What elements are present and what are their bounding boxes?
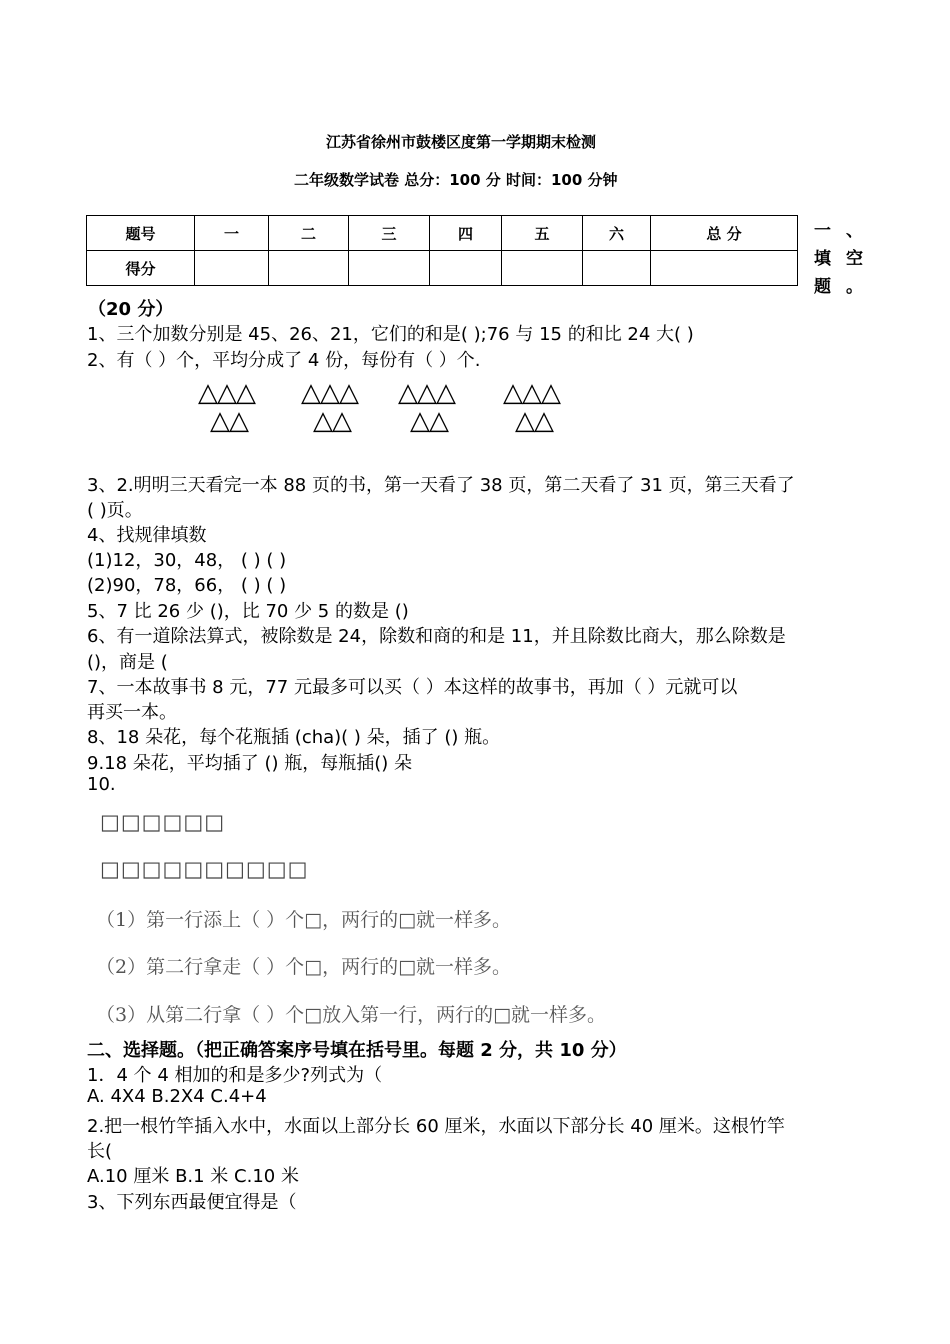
question-line: 10. (87, 774, 116, 795)
question-line: 5、7 比 26 少 ()，比 70 少 5 的数是 () (87, 601, 409, 622)
question-line: 7、一本故事书 8 元，77 元最多可以买（ ）本这样的故事书，再加（ ）元就可以 (87, 677, 738, 698)
section1-title-char: 一 (814, 221, 831, 241)
question-line: 2.把一根竹竿插入水中，水面以上部分长 60 厘米，水面以下部分长 40 厘米。这根竹竿 (87, 1116, 785, 1137)
triangle-group-top: △△△ (301, 378, 358, 408)
question-line: 3、2.明明三天看完一本 88 页的书，第一天看了 38 页，第二天看了 31 页，第三天看了 (87, 475, 795, 496)
score-table-cell: 一 (195, 216, 269, 251)
score-table-cell: 得分 (87, 251, 195, 286)
triangle-group-bottom: △△ (410, 406, 448, 436)
score-table-cell: 三 (349, 216, 430, 251)
score-input-cell[interactable] (195, 251, 269, 286)
question-line: 3、下列东西最便宜得是（ (87, 1192, 297, 1213)
question-line: 8、18 朵花，每个花瓶插 (cha)( ) 朵，插了 () 瓶。 (87, 727, 501, 748)
score-table-header-row (87, 216, 798, 251)
triangle-group-top: △△△ (398, 378, 455, 408)
triangle-group-top: △△△ (503, 378, 560, 408)
answer-options: A.10 厘米 B.1 米 C.10 米 (87, 1166, 299, 1187)
question-line: 1．4 个 4 相加的和是多少?列式为（ (87, 1065, 383, 1086)
score-input-cell[interactable] (583, 251, 651, 286)
section1-title-char: 题 (814, 277, 831, 297)
score-table-cell: 五 (502, 216, 583, 251)
q10-part: （2）第二行拿走（ ）个□，两行的□就一样多。 (96, 956, 512, 978)
section1-points: （20 分） (88, 299, 174, 320)
score-input-cell[interactable] (502, 251, 583, 286)
triangle-group-bottom: △△ (313, 406, 351, 436)
score-input-cell[interactable] (430, 251, 502, 286)
score-table-cell: 四 (430, 216, 502, 251)
triangle-group-top: △△△ (198, 378, 255, 408)
question-line: (1)12，30，48， ( ) ( ) (87, 550, 287, 571)
section1-title-char: 填 (814, 249, 831, 269)
score-table-cell: 题号 (87, 216, 195, 251)
square-row-2: □□□□□□□□□□ (100, 857, 309, 881)
section1-title-char: 空 (846, 249, 863, 269)
section1-title-char: 。 (846, 277, 863, 297)
square-row-1: □□□□□□ (100, 810, 226, 834)
section1-title-char: 、 (846, 221, 863, 241)
question-line: 9.18 朵花，平均插了 () 瓶，每瓶插() 朵 (87, 753, 413, 774)
answer-options: A. 4X4 B.2X4 C.4+4 (87, 1086, 267, 1107)
question-line: ()，商是 ( (87, 652, 168, 673)
score-table-score-row (87, 251, 798, 286)
question-line: (2)90，78，66， ( ) ( ) (87, 575, 287, 596)
question-line: 长( (87, 1141, 113, 1162)
score-table (86, 215, 798, 286)
q10-part: （1）第一行添上（ ）个□，两行的□就一样多。 (96, 909, 512, 931)
triangle-group-bottom: △△ (210, 406, 248, 436)
question-line: ( )页。 (87, 500, 143, 521)
score-input-cell[interactable] (651, 251, 798, 286)
score-table-cell: 总 分 (651, 216, 798, 251)
section2-title: 二、选择题。（把正确答案序号填在括号里。每题 2 分，共 10 分） (87, 1040, 627, 1061)
score-table-cell: 二 (269, 216, 349, 251)
q10-part: （3）从第二行拿（ ）个□放入第一行，两行的□就一样多。 (96, 1004, 607, 1026)
exam-subtitle: 二年级数学试卷 总分：100 分 时间：100 分钟 (294, 171, 618, 189)
score-input-cell[interactable] (269, 251, 349, 286)
triangle-group-bottom: △△ (515, 406, 553, 436)
question-line: 1、三个加数分别是 45、26、21，它们的和是( );76 与 15 的和比 24 大( ) (87, 324, 694, 345)
score-table-cell: 六 (583, 216, 651, 251)
question-line: 4、找规律填数 (87, 525, 207, 546)
question-line: 6、有一道除法算式，被除数是 24，除数和商的和是 11，并且除数比商大，那么除数是 (87, 626, 786, 647)
score-input-cell[interactable] (349, 251, 430, 286)
question-line: 再买一本。 (87, 702, 177, 723)
exam-title: 江苏省徐州市鼓楼区度第一学期期末检测 (326, 133, 597, 151)
question-line: 2、有（ ）个，平均分成了 4 份，每份有（ ）个. (87, 350, 481, 371)
